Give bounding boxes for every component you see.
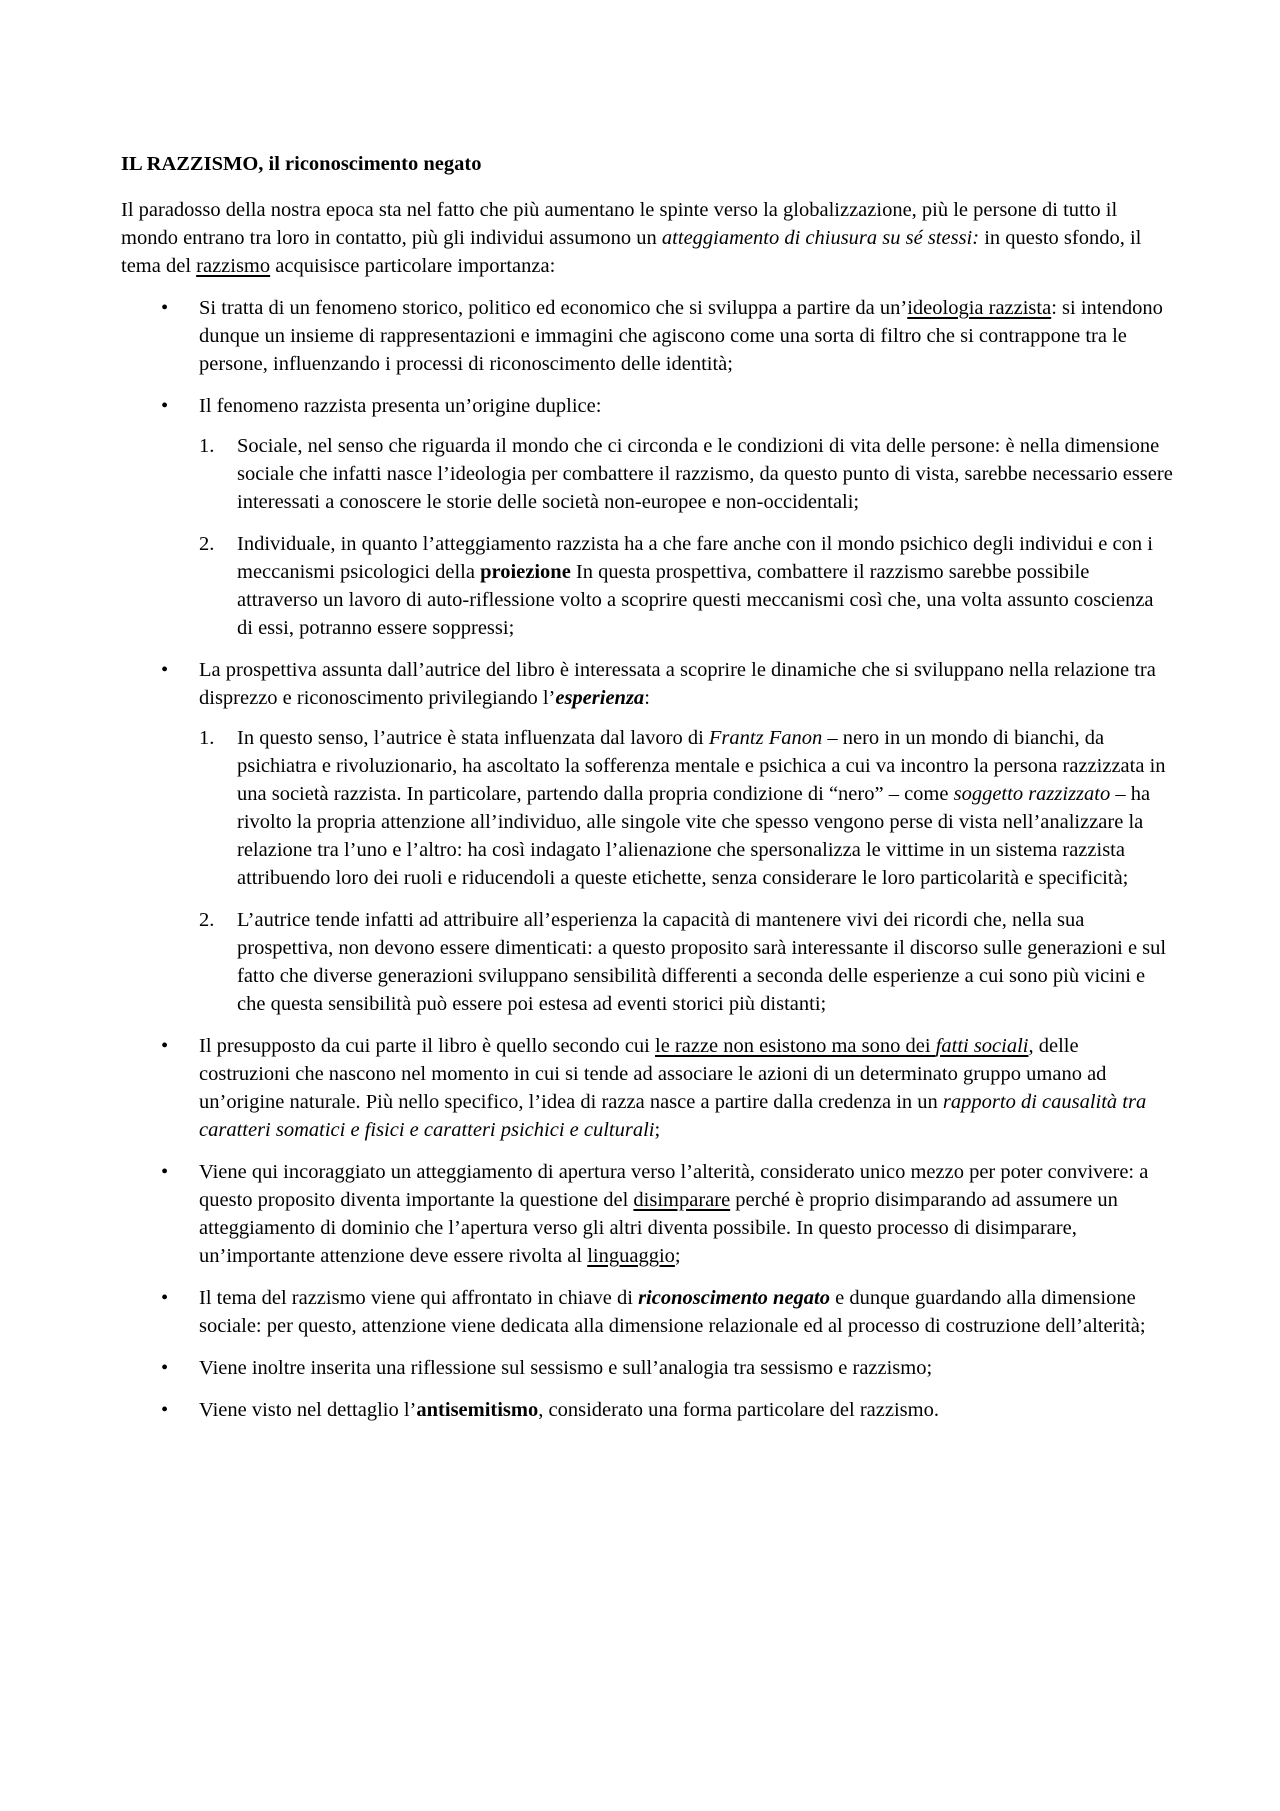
numbered-item-sociale: 1. Sociale, nel senso che riguarda il mondo che ci circonda e le condizioni di vita delle persone: è nella dimensione sociale che infatti nasce l’ideologia per combattere il razzismo, da questo punto di vista, sarebbe necessario essere interessati a conoscere le storie delle società non-europee e non-occidentali; [199, 432, 1173, 516]
document-title: IL RAZZISMO, il riconoscimento negato [121, 153, 482, 175]
bullet-item-prospettiva: • La prospettiva assunta dall’autrice del libro è interessata a scoprire le dinamiche che si sviluppano nella relazione tra disprezzo e riconoscimento privilegiando l’esperienza: 1. In questo senso, l’autrice è stata influenzata dal lavoro di Frantz Fanon – nero in un mondo di bianchi, da psichiatra e rivoluzionario, ha ascoltato la sofferenza mentale e psichica a cui va incontro la persona razzizzata in una società razzista. In particolare, partendo dalla propria condizione di “nero” – come soggetto razzizzato – ha rivolto la propria attenzione all’individuo, alle singole vite che spesso vengono perse di vista nell’analizzare la relazione tra l’uno e l’altro: ha così indagato l’alienazione che spersonalizza le vittime in un sistema razzista attribuendo loro dei ruoli e riducendoli a queste etichette, senza considerare le loro particolarità e specificità; 2. L’autrice tende infatti ad attribuire all’esperienza la capacità di mantenere vivi dei ricordi che, nella sua prospettiva, non devono essere dimenticati: a questo proposito sarà interessante il discorso sulle generazioni e sul fatto che diverse generazioni sviluppano sensibilità differenti a seconda delle esperienze a cui sono più vicini e che questa sensibilità può essere poi estesa ad eventi storici più distanti; [121, 656, 1173, 1018]
bullet-marker: • [161, 1399, 169, 1421]
number-marker: 2. [199, 909, 215, 931]
bullet-item-riconoscimento: • Il tema del razzismo viene qui affrontato in chiave di riconoscimento negato e dunque guardando alla dimensione sociale: per questo, attenzione viene dedicata alla dimensione relazionale ed al processo di costruzione dell’alterità; [121, 1284, 1173, 1340]
bullet-marker: • [161, 1287, 169, 1309]
bullet-marker: • [161, 297, 169, 319]
bullet-item-presupposto: • Il presupposto da cui parte il libro è quello secondo cui le razze non esistono ma sono dei fatti sociali, delle costruzioni che nascono nel momento in cui si tende ad associare le azioni di un determinato gruppo umano ad un’origine naturale. Più nello specifico, l’idea di razza nasce a partire dalla credenza in un rapporto di causalità tra caratteri somatici e fisici e caratteri psichici e culturali; [121, 1032, 1173, 1144]
bullet-marker: • [161, 1161, 169, 1183]
bullet-item-sessismo: • Viene inoltre inserita una riflessione sul sessismo e sull’analogia tra sessismo e razzismo; [121, 1354, 1173, 1382]
bullet-marker: • [161, 1357, 169, 1379]
numbered-item-individuale: 2. Individuale, in quanto l’atteggiamento razzista ha a che fare anche con il mondo psichico degli individui e con i meccanismi psicologici della proiezione In questa prospettiva, combattere il razzismo sarebbe possibile attraverso un lavoro di auto-riflessione volto a scoprire questi meccanismi così che, una volta assunto coscienza di essi, potranno essere soppressi; [199, 530, 1173, 642]
numbered-item-ricordi: 2. L’autrice tende infatti ad attribuire all’esperienza la capacità di mantenere vivi dei ricordi che, nella sua prospettiva, non devono essere dimenticati: a questo proposito sarà interessante il discorso sulle generazioni e sul fatto che diverse generazioni sviluppano sensibilità differenti a seconda delle esperienze a cui sono più vicini e che questa sensibilità può essere poi estesa ad eventi storici più distanti; [199, 906, 1173, 1018]
bullet-item-ideologia: • Si tratta di un fenomeno storico, politico ed economico che si sviluppa a partire da un’ideologia razzista: si intendono dunque un insieme di rappresentazioni e immagini che agiscono come una sorta di filtro che si contrappone tra le persone, influenzando i processi di riconoscimento delle identità; [121, 294, 1173, 378]
number-marker: 2. [199, 533, 215, 555]
bullet-item-antisemitismo: • Viene visto nel dettaglio l’antisemitismo, considerato una forma particolare del razzismo. [121, 1396, 1173, 1424]
number-marker: 1. [199, 727, 215, 749]
bullet-marker: • [161, 1035, 169, 1057]
bullet-item-origine-duplice: • Il fenomeno razzista presenta un’origine duplice: 1. Sociale, nel senso che riguarda il mondo che ci circonda e le condizioni di vita delle persone: è nella dimensione sociale che infatti nasce l’ideologia per combattere il razzismo, da questo punto di vista, sarebbe necessario essere interessati a conoscere le storie delle società non-europee e non-occidentali; 2. Individuale, in quanto l’atteggiamento razzista ha a che fare anche con il mondo psichico degli individui e con i meccanismi psicologici della proiezione In questa prospettiva, combattere il razzismo sarebbe possibile attraverso un lavoro di auto-riflessione volto a scoprire questi meccanismi così che, una volta assunto coscienza di essi, potranno essere soppressi; [121, 392, 1173, 642]
number-marker: 1. [199, 435, 215, 457]
bullet-marker: • [161, 395, 169, 417]
bullet-marker: • [161, 659, 169, 681]
intro-paragraph: Il paradosso della nostra epoca sta nel fatto che più aumentano le spinte verso la globalizzazione, più le persone di tutto il mondo entrano tra loro in contatto, più gli individui assumono un atteggiamento di chiusura su sé stessi: in questo sfondo, il tema del razzismo acquisisce particolare importanza: [121, 199, 1142, 277]
numbered-item-fanon: 1. In questo senso, l’autrice è stata influenzata dal lavoro di Frantz Fanon – nero in un mondo di bianchi, da psichiatra e rivoluzionario, ha ascoltato la sofferenza mentale e psichica a cui va incontro la persona razzizzata in una società razzista. In particolare, partendo dalla propria condizione di “nero” – come soggetto razzizzato – ha rivolto la propria attenzione all’individuo, alle singole vite che spesso vengono perse di vista nell’analizzare la relazione tra l’uno e l’altro: ha così indagato l’alienazione che spersonalizza le vittime in un sistema razzista attribuendo loro dei ruoli e riducendoli a queste etichette, senza considerare le loro particolarità e specificità; [199, 724, 1173, 892]
document-body [121, 150, 1173, 1438]
numbered-list-esperienza [199, 724, 1173, 1018]
bullet-list [121, 294, 1173, 1424]
numbered-list-origine [199, 432, 1173, 642]
bullet-item-disimparare: • Viene qui incoraggiato un atteggiamento di apertura verso l’alterità, considerato unico mezzo per poter convivere: a questo proposito diventa importante la questione del disimparare perché è proprio disimparando ad assumere un atteggiamento di dominio che l’apertura verso gli altri diventa possibile. In questo processo di disimparare, un’importante attenzione deve essere rivolta al linguaggio; [121, 1158, 1173, 1270]
